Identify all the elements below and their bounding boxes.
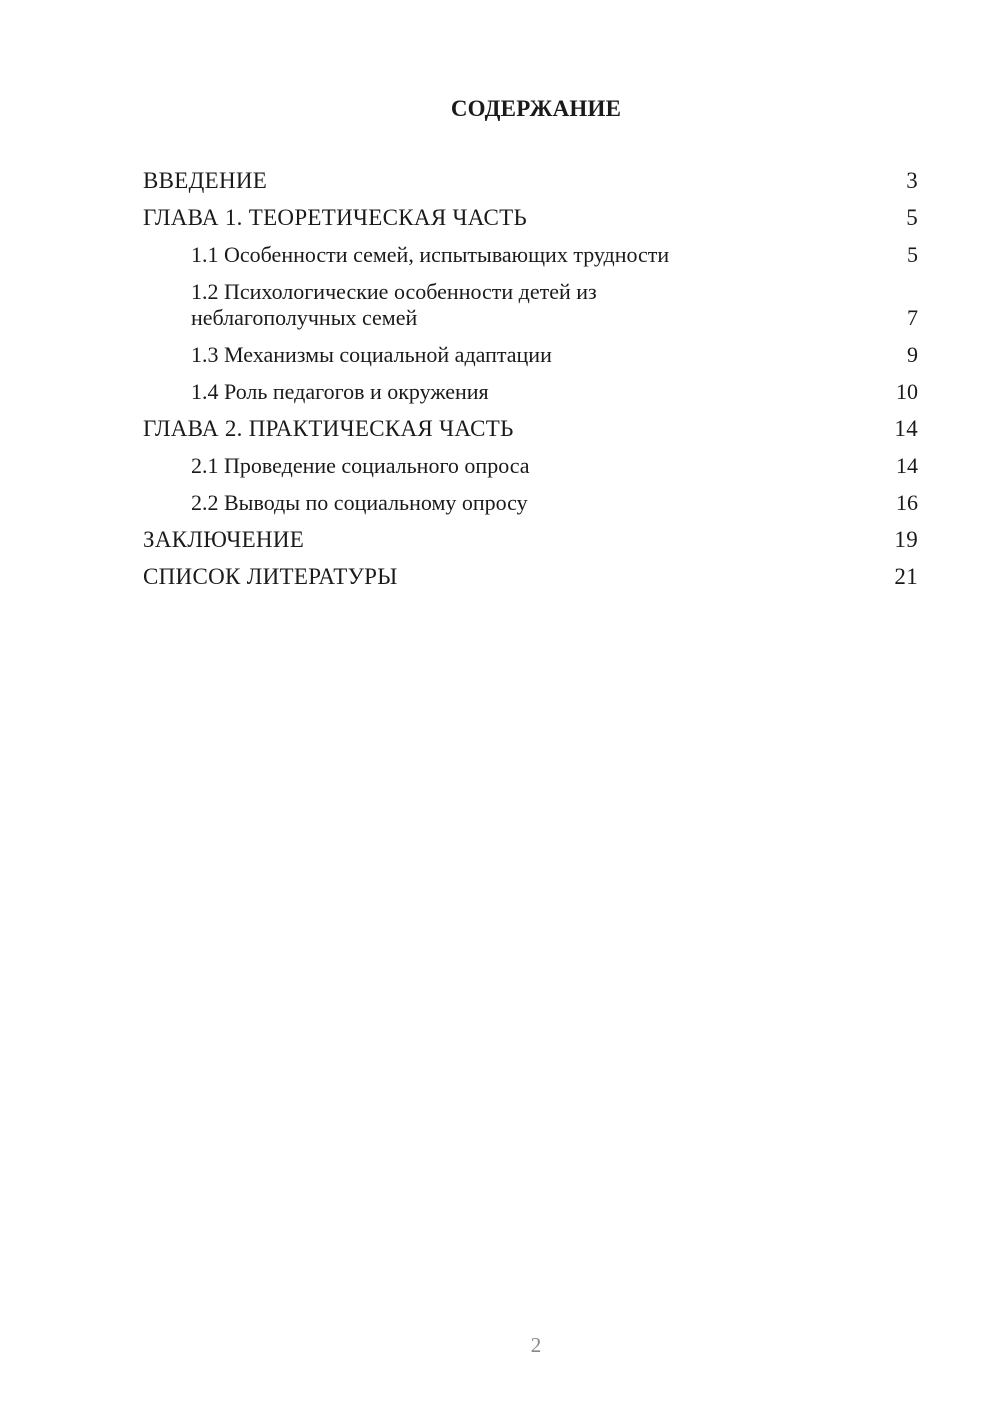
toc-entry-chapter-2[interactable] bbox=[143, 416, 918, 442]
toc-entry-label: 1.1 Особенности семей, испытывающих трудности bbox=[191, 242, 670, 267]
table-of-contents bbox=[143, 168, 918, 601]
toc-entry-label: 2.1 Проведение социального опроса bbox=[191, 453, 530, 478]
page-title: СОДЕРЖАНИЕ bbox=[450, 96, 622, 121]
toc-entry-section-1-4[interactable] bbox=[143, 379, 918, 405]
toc-entry-page: 14 bbox=[894, 416, 918, 441]
toc-entry-label: ГЛАВА 2. ПРАКТИЧЕСКАЯ ЧАСТЬ bbox=[143, 416, 514, 441]
toc-entry-page: 19 bbox=[894, 527, 918, 552]
toc-entry-page: 3 bbox=[906, 168, 918, 193]
toc-entry-page: 21 bbox=[894, 564, 918, 589]
toc-entry-section-1-3[interactable] bbox=[143, 342, 918, 368]
toc-entry-label: 1.2 Психологические особенности детей из неблагополучных семей bbox=[191, 279, 597, 330]
toc-entry-chapter-1[interactable] bbox=[143, 205, 918, 231]
toc-entry-conclusion[interactable] bbox=[143, 527, 918, 553]
toc-entry-page: 5 bbox=[906, 205, 918, 230]
page-number: 2 bbox=[530, 1333, 542, 1357]
toc-entry-page: 16 bbox=[896, 490, 918, 515]
toc-entry-label: 2.2 Выводы по социальному опросу bbox=[191, 490, 528, 515]
toc-entry-label: ГЛАВА 1. ТЕОРЕТИЧЕСКАЯ ЧАСТЬ bbox=[143, 205, 528, 230]
toc-entry-page: 10 bbox=[896, 379, 918, 404]
toc-entry-section-1-1[interactable] bbox=[143, 242, 918, 268]
toc-entry-section-2-1[interactable] bbox=[143, 453, 918, 479]
toc-entry-label: ВВЕДЕНИЕ bbox=[143, 168, 268, 193]
toc-entry-section-2-2[interactable] bbox=[143, 490, 918, 516]
toc-entry-bibliography[interactable] bbox=[143, 564, 918, 590]
toc-entry-label: 1.3 Механизмы социальной адаптации bbox=[191, 342, 552, 367]
toc-entry-section-1-2[interactable] bbox=[143, 279, 918, 331]
toc-entry-page: 9 bbox=[907, 342, 918, 367]
toc-entry-label: 1.4 Роль педагогов и окружения bbox=[191, 379, 489, 404]
toc-entry-label: ЗАКЛЮЧЕНИЕ bbox=[143, 527, 305, 552]
toc-entry-page: 7 bbox=[907, 305, 918, 330]
toc-entry-label: СПИСОК ЛИТЕРАТУРЫ bbox=[143, 564, 398, 589]
toc-entry-introduction[interactable] bbox=[143, 168, 918, 194]
toc-entry-page: 14 bbox=[896, 453, 918, 478]
toc-entry-page: 5 bbox=[907, 242, 918, 267]
